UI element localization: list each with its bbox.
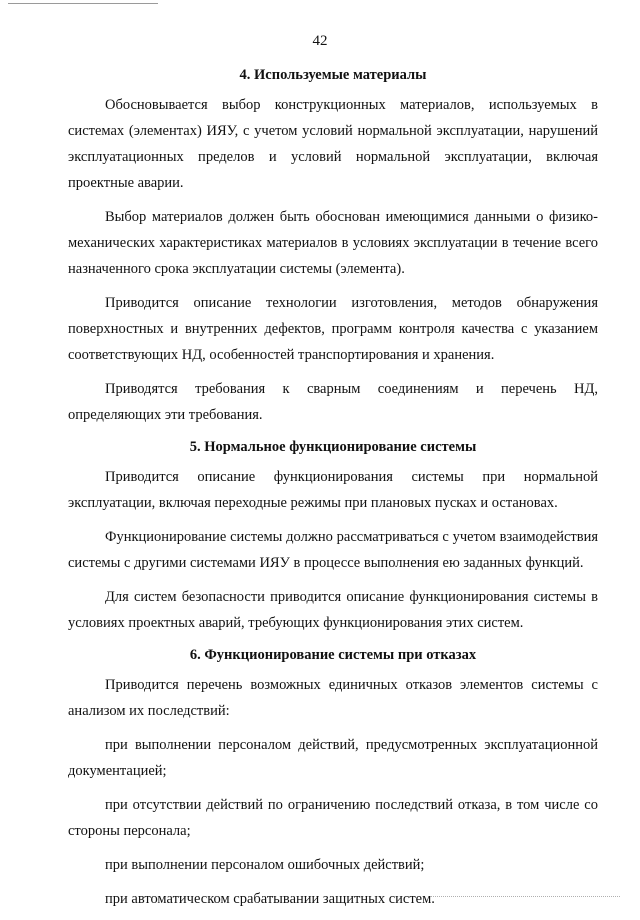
section-4-paragraph-3: Приводится описание технологии изготовления, методов обнаружения поверхностных и внутренних дефектов, программ контроля качества с указанием соответствующих НД, особенностей транспортирования и хранения.	[68, 295, 598, 363]
section-6-list-item: при выполнении персоналом ошибочных действий;	[105, 857, 425, 873]
section-4-paragraph-1: Обосновывается выбор конструкционных материалов, используемых в системах (элементах) ИЯУ, с учетом условий нормальной эксплуатации, нарушений эксплуатационных пределов и условий нормальной эксплуатации, включая проектные аварии.	[68, 97, 598, 191]
scan-edge-line	[8, 3, 158, 4]
section-5-paragraph-2: Функционирование системы должно рассматриваться с учетом взаимодействия системы с другими системами ИЯУ в процессе выполнения ею заданных функций.	[68, 529, 598, 571]
section-6-intro: Приводится перечень возможных единичных отказов элементов системы с анализом их последствий:	[68, 677, 598, 719]
section-4-title: 4. Используемые материалы	[239, 67, 427, 83]
section-6-list-item: при выполнении персоналом действий, предусмотренных эксплуатационной документацией;	[68, 737, 598, 779]
section-4-paragraph-4: Приводятся требования к сварным соединениям и перечень НД, определяющих эти требования.	[68, 381, 598, 423]
section-6-list-item: при отсутствии действий по ограничению последствий отказа, в том числе со стороны персонала;	[68, 797, 598, 839]
section-5-title: 5. Нормальное функционирование системы	[189, 439, 477, 455]
document-body	[68, 66, 598, 920]
section-5	[68, 438, 598, 636]
section-4-paragraph-2: Выбор материалов должен быть обоснован имеющимися данными о физико-механических характеристиках материалов в условиях эксплуатации в течение всего назначенного срока эксплуатации системы (элемента).	[68, 209, 598, 277]
section-6	[68, 646, 598, 912]
section-6-title: 6. Функционирование системы при отказах	[189, 647, 477, 663]
section-6-list-item: при автоматическом срабатывании защитных систем.	[105, 891, 435, 907]
section-4	[68, 66, 598, 428]
section-5-paragraph-3: Для систем безопасности приводится описание функционирования системы в условиях проектных аварий, требующих функционирования этих систем.	[68, 589, 598, 631]
section-5-paragraph-1: Приводится описание функционирования системы при нормальной эксплуатации, включая переходные режимы при плановых пусках и остановах.	[68, 469, 598, 511]
scan-footer-dots	[430, 896, 620, 898]
page-number: 42	[312, 33, 328, 49]
